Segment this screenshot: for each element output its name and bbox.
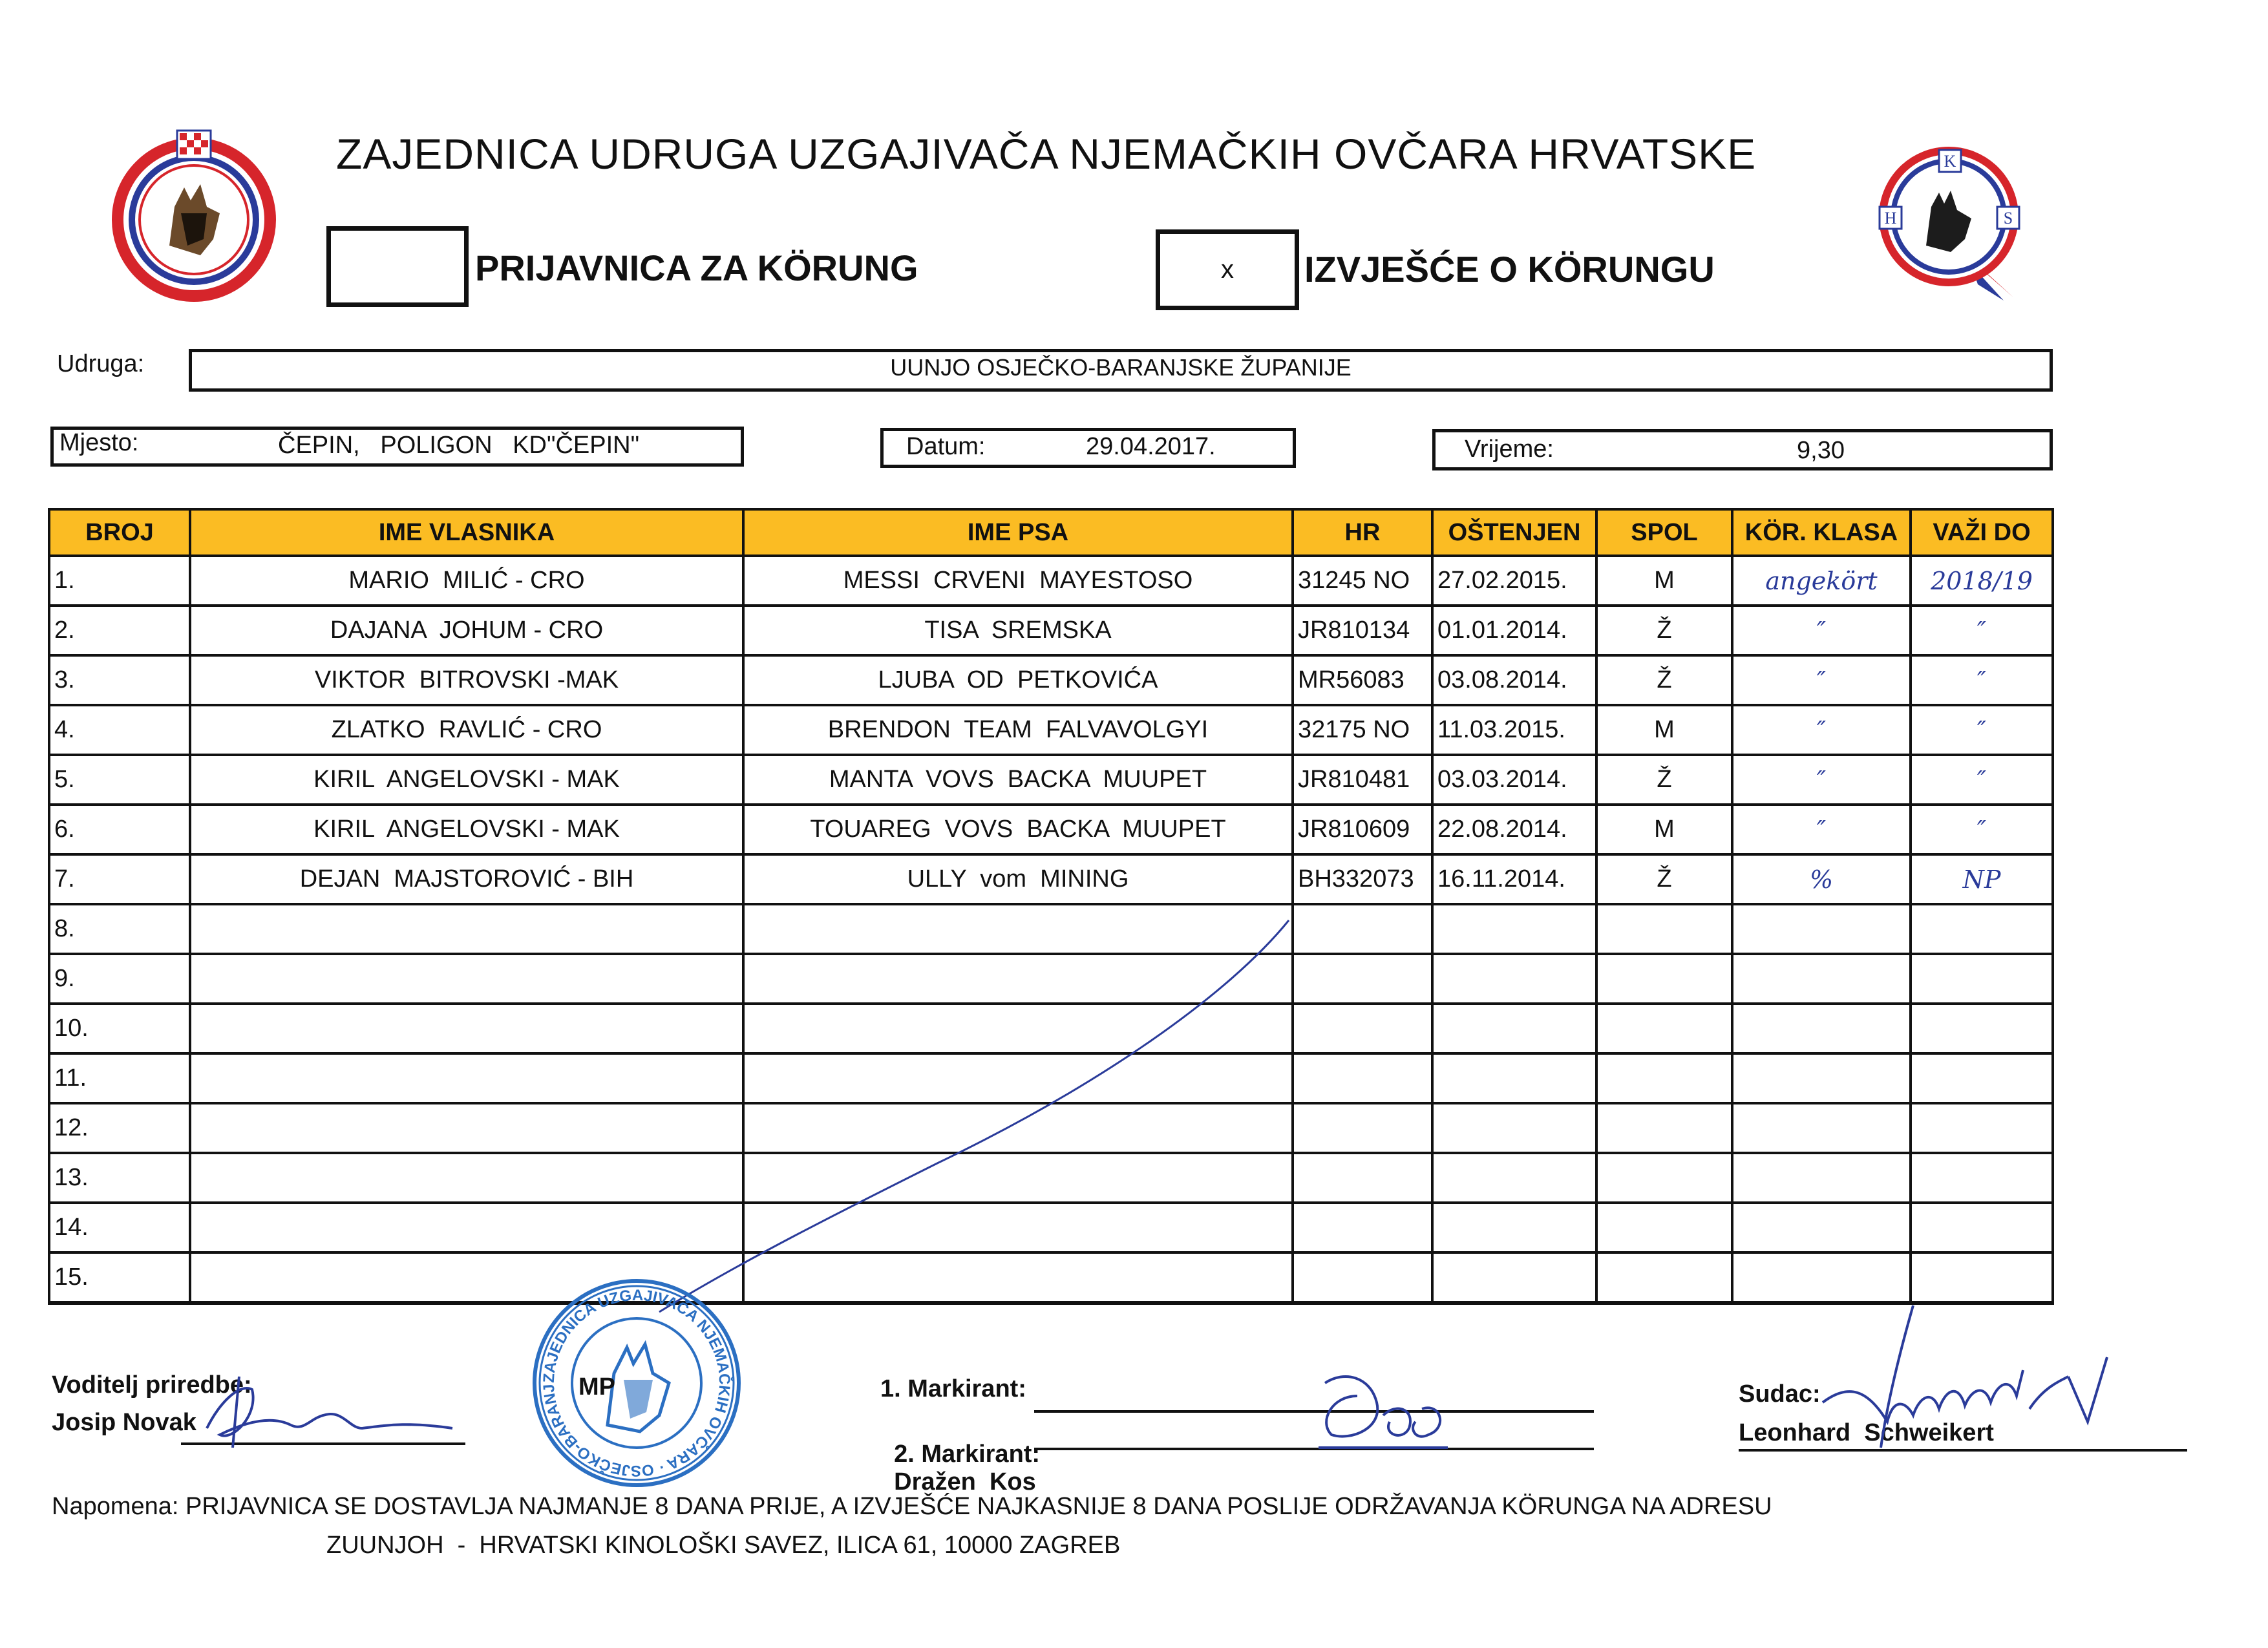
- cell-ostenjen[interactable]: 22.08.2014.: [1432, 805, 1596, 854]
- cell-klasa[interactable]: ″: [1732, 755, 1911, 805]
- zunjoh-emblem-icon: [110, 116, 278, 304]
- cell-spol[interactable]: M: [1596, 805, 1732, 854]
- cell-broj[interactable]: 12.: [49, 1103, 190, 1153]
- cell-ostenjen[interactable]: 16.11.2014.: [1432, 854, 1596, 904]
- table-row: [49, 606, 2053, 655]
- datum-label: Datum:: [906, 433, 986, 460]
- cell-ostenjen[interactable]: 03.08.2014.: [1432, 655, 1596, 705]
- cell-hr[interactable]: JR810134: [1293, 606, 1432, 655]
- table-header-row: [49, 509, 2053, 556]
- cell-spol[interactable]: [1596, 1203, 1732, 1252]
- cell-pas[interactable]: TISA SREMSKA: [743, 606, 1293, 655]
- cell-hr[interactable]: JR810481: [1293, 755, 1432, 805]
- cell-klasa[interactable]: [1732, 904, 1911, 954]
- cell-pas[interactable]: MESSI CRVENI MAYESTOSO: [743, 556, 1293, 606]
- cell-hr[interactable]: [1293, 904, 1432, 954]
- svg-text:ZAJEDNICA UZGAJIVAČA NJEMAČKIH: ZAJEDNICA UZGAJIVAČA NJEMAČKIH OVČARA · OSJEČKO-BARANJ: [540, 1286, 734, 1480]
- markirant2-name: Dražen Kos: [894, 1468, 1036, 1495]
- registration-label: PRIJAVNICA ZA KÖRUNG: [475, 248, 918, 288]
- sudac-signature: [1810, 1293, 2120, 1454]
- svg-text:K: K: [1944, 152, 1956, 171]
- cell-pas[interactable]: MANTA VOVS BACKA MUUPET: [743, 755, 1293, 805]
- cell-vlasnik[interactable]: ZLATKO RAVLIĆ - CRO: [190, 705, 743, 755]
- datum-value: 29.04.2017.: [1086, 433, 1216, 460]
- cell-ostenjen[interactable]: [1432, 1053, 1596, 1103]
- cell-hr[interactable]: JR810609: [1293, 805, 1432, 854]
- cell-spol[interactable]: [1596, 904, 1732, 954]
- table-row: [49, 805, 2053, 854]
- col-header-vazi: VAŽI DO: [1911, 509, 2053, 556]
- cell-vlasnik[interactable]: KIRIL ANGELOVSKI - MAK: [190, 805, 743, 854]
- official-stamp: [530, 1276, 743, 1490]
- svg-text:S: S: [2003, 209, 2013, 227]
- cell-vazi[interactable]: ″: [1911, 655, 2053, 705]
- col-header-spol: SPOL: [1596, 509, 1732, 556]
- mjesto-value: ČEPIN, POLIGON KD"ČEPIN": [278, 432, 640, 459]
- hks-emblem-icon: [1874, 142, 2030, 304]
- cell-klasa[interactable]: ″: [1732, 606, 1911, 655]
- vrijeme-label: Vrijeme:: [1465, 436, 1554, 463]
- footer-note-line1: Napomena: PRIJAVNICA SE DOSTAVLJA NAJMANJE 8 DANA PRIJE, A IZVJEŠĆE NAJKASNIJE 8 DANA POSLIJE ODRŽAVANJA KÖRUNGA NA ADRESU: [52, 1493, 1772, 1520]
- registration-checkbox[interactable]: [326, 226, 469, 307]
- cell-broj[interactable]: 8.: [49, 904, 190, 954]
- cell-vazi[interactable]: [1911, 1004, 2053, 1053]
- cell-vlasnik[interactable]: KIRIL ANGELOVSKI - MAK: [190, 755, 743, 805]
- cell-vazi[interactable]: [1911, 904, 2053, 954]
- cell-ostenjen[interactable]: 01.01.2014.: [1432, 606, 1596, 655]
- cell-ostenjen[interactable]: 03.03.2014.: [1432, 755, 1596, 805]
- cell-broj[interactable]: 14.: [49, 1203, 190, 1252]
- cell-hr[interactable]: MR56083: [1293, 655, 1432, 705]
- cell-hr[interactable]: 32175 NO: [1293, 705, 1432, 755]
- cell-klasa[interactable]: %: [1732, 854, 1911, 904]
- col-header-klasa: KÖR. KLASA: [1732, 509, 1911, 556]
- cell-hr[interactable]: BH332073: [1293, 854, 1432, 904]
- cell-pas[interactable]: LJUBA OD PETKOVIĆA: [743, 655, 1293, 705]
- cell-hr[interactable]: [1293, 1004, 1432, 1053]
- cell-broj[interactable]: 6.: [49, 805, 190, 854]
- cell-vlasnik[interactable]: DEJAN MAJSTOROVIĆ - BIH: [190, 854, 743, 904]
- cell-ostenjen[interactable]: [1432, 954, 1596, 1004]
- mjesto-label: Mjesto:: [59, 429, 139, 456]
- cell-klasa[interactable]: [1732, 1004, 1911, 1053]
- cell-vazi[interactable]: ″: [1911, 755, 2053, 805]
- cell-broj[interactable]: 5.: [49, 755, 190, 805]
- cell-klasa[interactable]: ″: [1732, 705, 1911, 755]
- cell-ostenjen[interactable]: [1432, 904, 1596, 954]
- cell-spol[interactable]: Ž: [1596, 755, 1732, 805]
- cell-pas[interactable]: TOUAREG VOVS BACKA MUUPET: [743, 805, 1293, 854]
- cell-pas[interactable]: BRENDON TEAM FALVAVOLGYI: [743, 705, 1293, 755]
- cell-vazi[interactable]: ″: [1911, 606, 2053, 655]
- col-header-pas: IME PSA: [743, 509, 1293, 556]
- cell-spol[interactable]: [1596, 1153, 1732, 1203]
- cell-spol[interactable]: [1596, 954, 1732, 1004]
- col-header-vlasnik: IME VLASNIKA: [190, 509, 743, 556]
- udruga-value: UUNJO OSJEČKO-BARANJSKE ŽUPANIJE: [890, 354, 1351, 381]
- cell-vazi[interactable]: [1911, 1053, 2053, 1103]
- cell-ostenjen[interactable]: [1432, 1004, 1596, 1053]
- udruga-label: Udruga:: [57, 350, 145, 377]
- cell-hr[interactable]: [1293, 1053, 1432, 1103]
- cell-klasa[interactable]: ″: [1732, 655, 1911, 705]
- report-mark: x: [1221, 255, 1234, 284]
- table-row: [49, 655, 2053, 705]
- cell-spol[interactable]: [1596, 1103, 1732, 1153]
- sudac-name: Leonhard Schweikert: [1739, 1419, 1994, 1446]
- page-title: ZAJEDNICA UDRUGA UZGAJIVAČA NJEMAČKIH OVČARA HRVATSKE: [336, 130, 1757, 178]
- cell-spol[interactable]: Ž: [1596, 655, 1732, 705]
- cell-vazi[interactable]: NP: [1911, 854, 2053, 904]
- cell-vazi[interactable]: 2018/19: [1911, 556, 2053, 606]
- cell-broj[interactable]: 10.: [49, 1004, 190, 1053]
- cell-vazi[interactable]: [1911, 1103, 2053, 1153]
- cell-vazi[interactable]: [1911, 954, 2053, 1004]
- cell-vazi[interactable]: [1911, 1153, 2053, 1203]
- report-checkbox[interactable]: [1156, 229, 1299, 310]
- cell-broj[interactable]: 3.: [49, 655, 190, 705]
- cell-vazi[interactable]: ″: [1911, 805, 2053, 854]
- cell-spol[interactable]: M: [1596, 705, 1732, 755]
- cell-vazi[interactable]: [1911, 1203, 2053, 1252]
- markirant1-label: 1. Markirant:: [880, 1375, 1026, 1402]
- cell-broj[interactable]: 15.: [49, 1252, 190, 1303]
- stamp-mp: MP: [578, 1373, 615, 1400]
- cell-ostenjen[interactable]: [1432, 1203, 1596, 1252]
- cell-broj[interactable]: 2.: [49, 606, 190, 655]
- cell-hr[interactable]: 31245 NO: [1293, 556, 1432, 606]
- cell-vlasnik[interactable]: VIKTOR BITROVSKI -MAK: [190, 655, 743, 705]
- voditelj-name: Josip Novak: [52, 1409, 196, 1436]
- footer-note-line2: ZUUNJOH - HRVATSKI KINOLOŠKI SAVEZ, ILICA 61, 10000 ZAGREB: [326, 1532, 1121, 1559]
- cell-vlasnik[interactable]: DAJANA JOHUM - CRO: [190, 606, 743, 655]
- strike-line: [646, 918, 1293, 1318]
- cell-hr[interactable]: [1293, 954, 1432, 1004]
- cell-broj[interactable]: 4.: [49, 705, 190, 755]
- cell-klasa[interactable]: [1732, 1203, 1911, 1252]
- svg-text:H: H: [1884, 209, 1897, 227]
- vrijeme-value: 9,30: [1797, 437, 1845, 464]
- cell-spol[interactable]: [1596, 1004, 1732, 1053]
- cell-spol[interactable]: Ž: [1596, 606, 1732, 655]
- cell-ostenjen[interactable]: [1432, 1252, 1596, 1303]
- cell-spol[interactable]: M: [1596, 556, 1732, 606]
- cell-broj[interactable]: 7.: [49, 854, 190, 904]
- table-row: [49, 854, 2053, 904]
- cell-broj[interactable]: 1.: [49, 556, 190, 606]
- cell-ostenjen[interactable]: 11.03.2015.: [1432, 705, 1596, 755]
- cell-klasa[interactable]: [1732, 1103, 1911, 1153]
- report-label: IZVJEŠĆE O KÖRUNGU: [1304, 249, 1715, 290]
- markirant-signature: [1306, 1357, 1461, 1461]
- cell-spol[interactable]: [1596, 1252, 1732, 1303]
- voditelj-signature: [194, 1364, 465, 1454]
- cell-ostenjen[interactable]: 27.02.2015.: [1432, 556, 1596, 606]
- table-row: [49, 705, 2053, 755]
- table-row: [49, 556, 2053, 606]
- cell-pas[interactable]: ULLY vom MINING: [743, 854, 1293, 904]
- cell-klasa[interactable]: [1732, 1153, 1911, 1203]
- cell-spol[interactable]: [1596, 1053, 1732, 1103]
- cell-ostenjen[interactable]: [1432, 1103, 1596, 1153]
- cell-hr[interactable]: [1293, 1153, 1432, 1203]
- cell-spol[interactable]: Ž: [1596, 854, 1732, 904]
- markirant2-label: 2. Markirant:: [894, 1441, 1041, 1468]
- sudac-label: Sudac:: [1739, 1380, 1821, 1408]
- cell-broj[interactable]: 9.: [49, 954, 190, 1004]
- cell-hr[interactable]: [1293, 1252, 1432, 1303]
- col-header-hr: HR: [1293, 509, 1432, 556]
- cell-vlasnik[interactable]: MARIO MILIĆ - CRO: [190, 556, 743, 606]
- cell-klasa[interactable]: [1732, 1053, 1911, 1103]
- cell-klasa[interactable]: angekört: [1732, 556, 1911, 606]
- cell-broj[interactable]: 13.: [49, 1153, 190, 1203]
- col-header-broj: BROJ: [49, 509, 190, 556]
- cell-klasa[interactable]: ″: [1732, 805, 1911, 854]
- cell-hr[interactable]: [1293, 1103, 1432, 1153]
- col-header-ostenjen: OŠTENJEN: [1432, 509, 1596, 556]
- cell-klasa[interactable]: [1732, 954, 1911, 1004]
- table-row: [49, 755, 2053, 805]
- cell-ostenjen[interactable]: [1432, 1153, 1596, 1203]
- voditelj-label: Voditelj priredbe:: [52, 1371, 252, 1399]
- cell-hr[interactable]: [1293, 1203, 1432, 1252]
- cell-vazi[interactable]: ″: [1911, 705, 2053, 755]
- cell-broj[interactable]: 11.: [49, 1053, 190, 1103]
